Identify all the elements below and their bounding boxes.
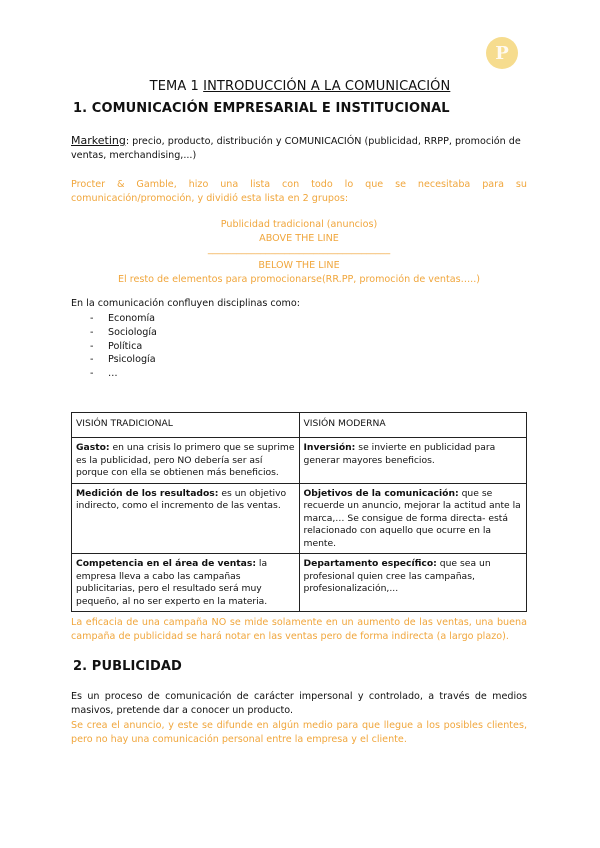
above-line-text-1: Publicidad tradicional (anuncios) (220, 219, 378, 230)
cell-term: Objetivos de la comunicación: (303, 487, 459, 499)
list-item: - Sociología (90, 326, 157, 340)
table-cell (72, 438, 300, 484)
cell-text: se invierte en publicidad para generar mayores beneficios. (303, 442, 496, 466)
table-row (72, 438, 527, 484)
list-item: - Economía (90, 312, 157, 326)
title-prefix: TEMA 1 (149, 79, 204, 94)
marketing-label: Marketing (71, 134, 126, 147)
list-item: - Política (90, 340, 157, 354)
disciplinas-list (90, 312, 157, 381)
below-line-text-2: El resto de elementos para promocionarse(RR.PP, promoción de ventas…..) (117, 274, 481, 285)
table-header-cell: VISIÓN TRADICIONAL (72, 413, 300, 438)
cell-term: Departamento específico: (303, 558, 437, 569)
cell-term: Competencia en el área de ventas: (76, 558, 257, 569)
cell-text: la empresa lleva a cabo las campañas publicitarias, pero el resultado será muy pequeño, al no ser experto en la materia. (76, 558, 268, 607)
title-underlined: INTRODUCCIÓN A LA COMUNICACIÓN (203, 79, 451, 94)
page-title (0, 79, 600, 94)
above-line-text-2: ABOVE THE LINE (259, 233, 339, 244)
table-row (72, 554, 527, 612)
divider-line: ______________________________________ (207, 246, 391, 255)
section1-heading: 1. COMUNICACIÓN EMPRESARIAL E INSTITUCIONAL (73, 101, 450, 116)
marketing-paragraph (71, 134, 527, 163)
cell-text: en una crisis lo primero que se suprime es la publicidad, pero NO debería ser así porque con ella se obtienen más beneficios. (76, 442, 295, 478)
disciplinas-intro: En la comunicación confluyen disciplinas como: (71, 298, 300, 309)
table-header-cell: VISIÓN MODERNA (299, 413, 527, 438)
above-line-block (71, 218, 527, 287)
procter-paragraph: Procter & Gamble, hizo una lista con todo lo que se necesitaba para su comunicación/promoción, y dividió esta lista en 2 grupos: (71, 179, 527, 204)
table-cell (72, 483, 300, 554)
table-row (72, 483, 527, 554)
marketing-text: : precio, producto, distribución y COMUNICACIÓN (publicidad, RRPP, promoción de ventas, merchandising,...) (71, 136, 521, 161)
list-item: - … (90, 367, 157, 381)
table-cell (72, 554, 300, 612)
table-cell (299, 438, 527, 484)
cell-term: Gasto: (76, 442, 110, 453)
cell-term: Inversión: (303, 442, 356, 453)
cell-text: es un objetivo indirecto, como el incremento de las ventas. (76, 487, 287, 511)
eficacia-paragraph: La eficacia de una campaña NO se mide solamente en un aumento de las ventas, una buena campaña de publicidad se hará notar en las ventas pero de forma indirecta (a largo plazo). (71, 617, 527, 642)
section2-heading: 2. PUBLICIDAD (73, 659, 182, 674)
table-cell (299, 483, 527, 554)
logo-icon: P (486, 37, 518, 69)
below-line-text-1: BELOW THE LINE (258, 260, 340, 271)
cell-text: que se recuerde un anuncio, mejorar la actitud ante la marca,… Se consigue de forma directa- está relacionado con aquello que ocurre en la mente. (303, 487, 521, 549)
table-header-row (72, 413, 527, 438)
cell-text: que sea un profesional quien cree las campañas, profesionalización,... (303, 558, 491, 594)
table-cell (299, 554, 527, 612)
vision-table (71, 412, 527, 612)
cell-term: Medición de los resultados: (76, 487, 219, 499)
list-item: - Psicología (90, 353, 157, 367)
publicidad-paragraph-2: Se crea el anuncio, y este se difunde en algún medio para que llegue a los posibles clientes, pero no hay una comunicación personal entre la empresa y el cliente. (71, 720, 527, 745)
publicidad-paragraph-1: Es un proceso de comunicación de carácter impersonal y controlado, a través de medios masivos, pretende dar a conocer un producto. (71, 691, 527, 716)
